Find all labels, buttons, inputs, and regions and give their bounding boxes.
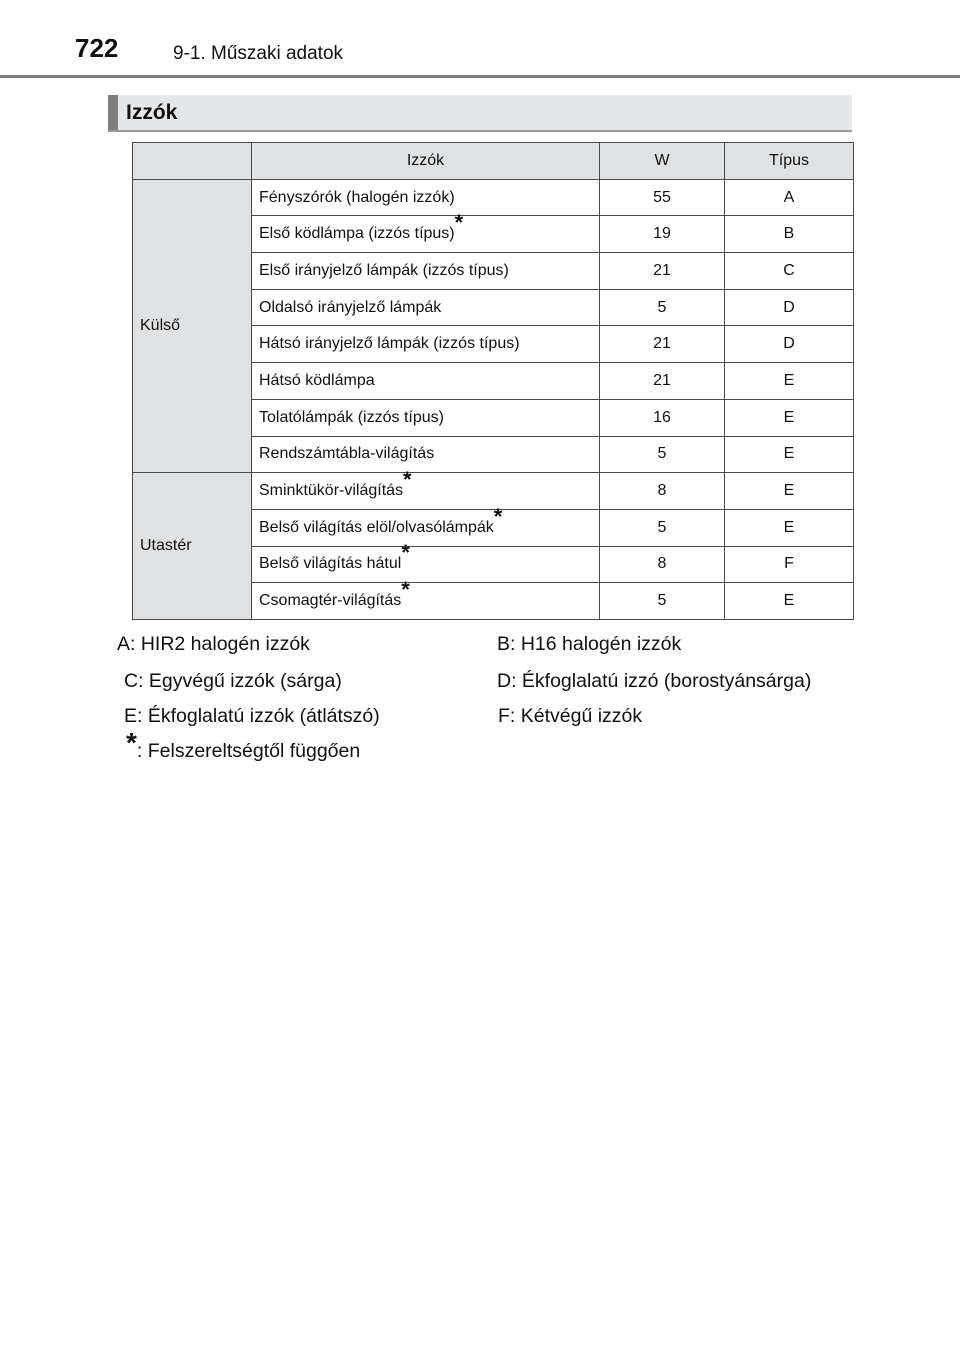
legend-c: C: Egyvégű izzók (sárga) bbox=[124, 670, 342, 692]
bulb-wattage: 19 bbox=[600, 216, 725, 253]
optional-star-icon: * bbox=[493, 503, 503, 529]
legend-b: B: H16 halogén izzók bbox=[497, 633, 682, 655]
bulb-type: A bbox=[725, 179, 854, 216]
footnote-star-icon: * bbox=[126, 727, 137, 758]
optional-star-icon: * bbox=[403, 467, 412, 493]
bulb-name: Tolatólámpák (izzós típus) bbox=[252, 399, 600, 436]
footnote-text: : Felszereltségtől függően bbox=[136, 740, 361, 762]
bulb-type: E bbox=[725, 473, 854, 510]
bulb-type: C bbox=[725, 253, 854, 290]
column-header-type: Típus bbox=[725, 143, 854, 180]
bulb-type: E bbox=[725, 509, 854, 546]
bulb-wattage: 8 bbox=[600, 473, 725, 510]
section-path: 9-1. Műszaki adatok bbox=[173, 43, 344, 64]
section-title-bar bbox=[108, 95, 852, 132]
bulb-table bbox=[132, 142, 854, 620]
optional-star-icon: * bbox=[401, 577, 410, 603]
bulb-wattage: 5 bbox=[600, 436, 725, 473]
page-number: 722 bbox=[75, 33, 119, 63]
bulb-type: D bbox=[725, 289, 854, 326]
bulb-name: Belső világítás elöl/olvasólámpák* bbox=[252, 509, 600, 546]
bulb-name: Hátsó irányjelző lámpák (izzós típus) bbox=[252, 326, 600, 363]
bulb-name: Rendszámtábla-világítás bbox=[252, 436, 600, 473]
optional-star-icon: * bbox=[454, 210, 464, 236]
bulb-name: Oldalsó irányjelző lámpák bbox=[252, 289, 600, 326]
section-title-accent bbox=[108, 95, 118, 130]
bulb-wattage: 55 bbox=[600, 179, 725, 216]
legend-e: E: Ékfoglalatú izzók (átlátszó) bbox=[124, 705, 380, 727]
bulb-name: Sminktükör-világítás* bbox=[252, 473, 600, 510]
page-header bbox=[0, 0, 960, 80]
bulb-name: Hátsó ködlámpa bbox=[252, 363, 600, 400]
table-row bbox=[133, 473, 854, 510]
bulb-name: Belső világítás hátul* bbox=[252, 546, 600, 583]
bulb-wattage: 21 bbox=[600, 253, 725, 290]
table-header-row bbox=[133, 143, 854, 180]
table-row bbox=[133, 179, 854, 216]
section-title: Izzók bbox=[126, 101, 178, 124]
header-divider bbox=[0, 75, 960, 78]
bulb-name: Fényszórók (halogén izzók) bbox=[252, 179, 600, 216]
bulb-wattage: 16 bbox=[600, 399, 725, 436]
bulb-type: E bbox=[725, 583, 854, 620]
column-header-wattage: W bbox=[600, 143, 725, 180]
bulb-wattage: 5 bbox=[600, 583, 725, 620]
legend-d: D: Ékfoglalatú izzó (borostyánsárga) bbox=[497, 670, 812, 692]
bulb-wattage: 5 bbox=[600, 509, 725, 546]
legend-footnote bbox=[126, 727, 361, 763]
bulb-type: B bbox=[725, 216, 854, 253]
bulb-type: E bbox=[725, 363, 854, 400]
bulb-wattage: 5 bbox=[600, 289, 725, 326]
column-header-group bbox=[133, 143, 252, 180]
bulb-wattage: 8 bbox=[600, 546, 725, 583]
column-header-bulbs: Izzók bbox=[252, 143, 600, 180]
bulb-name: Első ködlámpa (izzós típus)* bbox=[252, 216, 600, 253]
bulb-wattage: 21 bbox=[600, 363, 725, 400]
legend-f: F: Kétvégű izzók bbox=[498, 705, 643, 727]
bulb-name: Első irányjelző lámpák (izzós típus) bbox=[252, 253, 600, 290]
bulb-type: E bbox=[725, 436, 854, 473]
bulb-name: Csomagtér-világítás* bbox=[252, 583, 600, 620]
group-label-interior: Utastér bbox=[133, 473, 252, 620]
group-label-exterior: Külső bbox=[133, 179, 252, 473]
legend-a: A: HIR2 halogén izzók bbox=[117, 633, 310, 655]
bulb-type: E bbox=[725, 399, 854, 436]
bulb-type: F bbox=[725, 546, 854, 583]
optional-star-icon: * bbox=[401, 540, 410, 566]
bulb-wattage: 21 bbox=[600, 326, 725, 363]
bulb-type: D bbox=[725, 326, 854, 363]
